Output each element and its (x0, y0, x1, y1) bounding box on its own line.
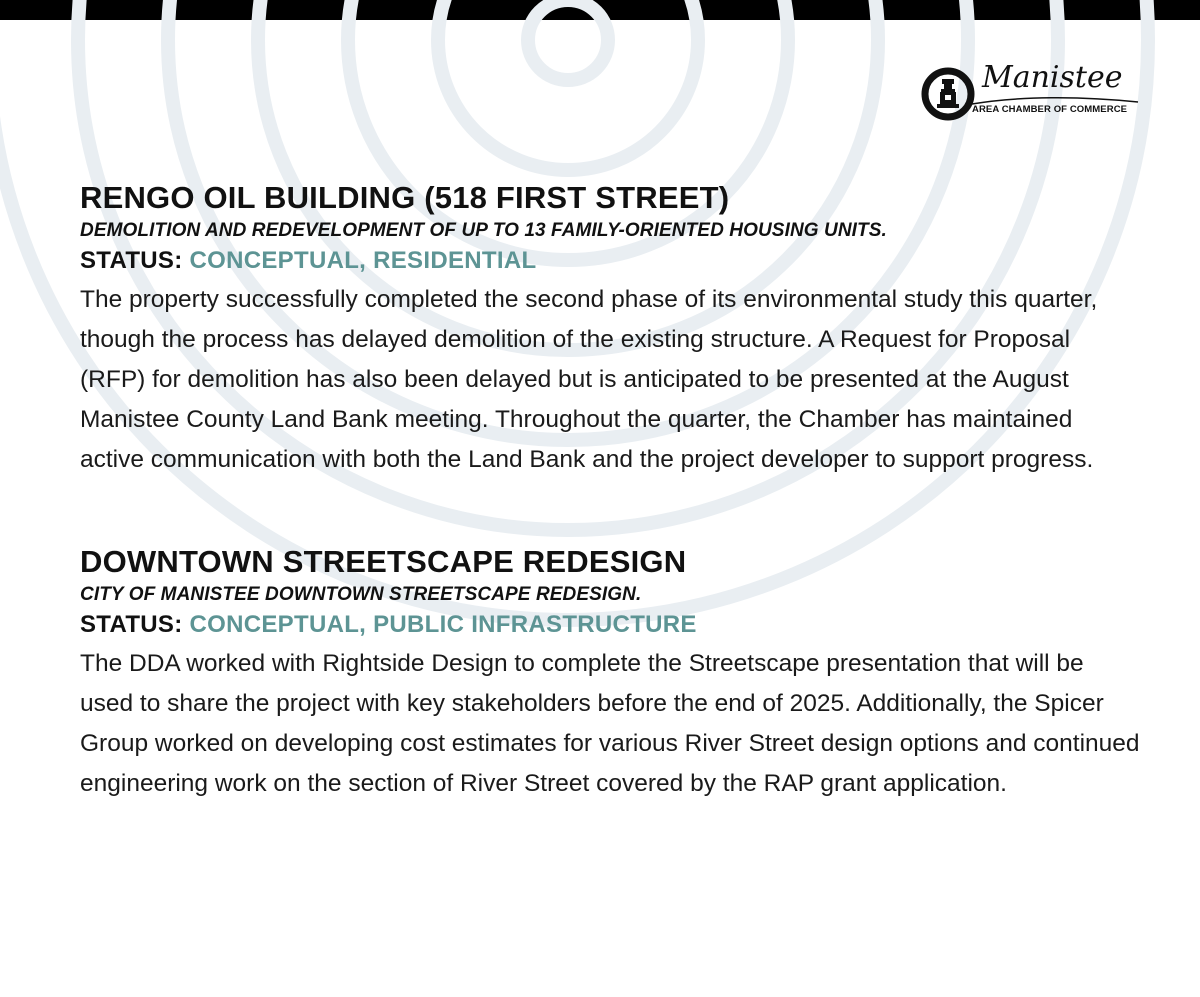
project-section-streetscape (80, 542, 1140, 804)
status-label: STATUS: (80, 611, 183, 638)
section-body: The property successfully completed the second phase of its environmental study this quarter, though the process has delayed demolition of the existing structure. A Request for Proposal (RFP) for demolition has also been delayed but is anticipated to be presented at the August Manistee County Land Bank meeting. Throughout the quarter, the Chamber has maintained active communication with both the Land Bank and the project developer to support progress. (80, 286, 1098, 473)
project-section-rengo (80, 178, 1140, 480)
document-content (80, 178, 1140, 804)
status-value: CONCEPTUAL, RESIDENTIAL (189, 247, 537, 274)
status-line (80, 244, 1140, 278)
status-value: CONCEPTUAL, PUBLIC INFRASTRUCTURE (189, 611, 697, 638)
section-title: DOWNTOWN STREETSCAPE REDESIGN (80, 544, 687, 579)
section-subtitle: DEMOLITION AND REDEVELOPMENT OF UP TO 13 FAMILY-ORIENTED HOUSING UNITS. (80, 220, 887, 241)
status-line (80, 608, 1140, 642)
status-label: STATUS: (80, 247, 183, 274)
lighthouse-emblem-icon (920, 66, 976, 122)
section-subtitle: CITY OF MANISTEE DOWNTOWN STREETSCAPE REDESIGN. (80, 584, 642, 605)
chamber-logo (920, 60, 1144, 122)
section-body: The DDA worked with Rightside Design to complete the Streetscape presentation that will be used to share the project with key stakeholders before the end of 2025. Additionally, the Spicer Group worked on developing cost estimates for various River Street design options and continued engineering work on the section of River Street covered by the RAP grant application. (80, 650, 1140, 797)
section-title: RENGO OIL BUILDING (518 FIRST STREET) (80, 180, 730, 215)
logo-subtitle: AREA CHAMBER OF COMMERCE (972, 104, 1128, 115)
logo-script-text: Manistee (982, 60, 1123, 95)
